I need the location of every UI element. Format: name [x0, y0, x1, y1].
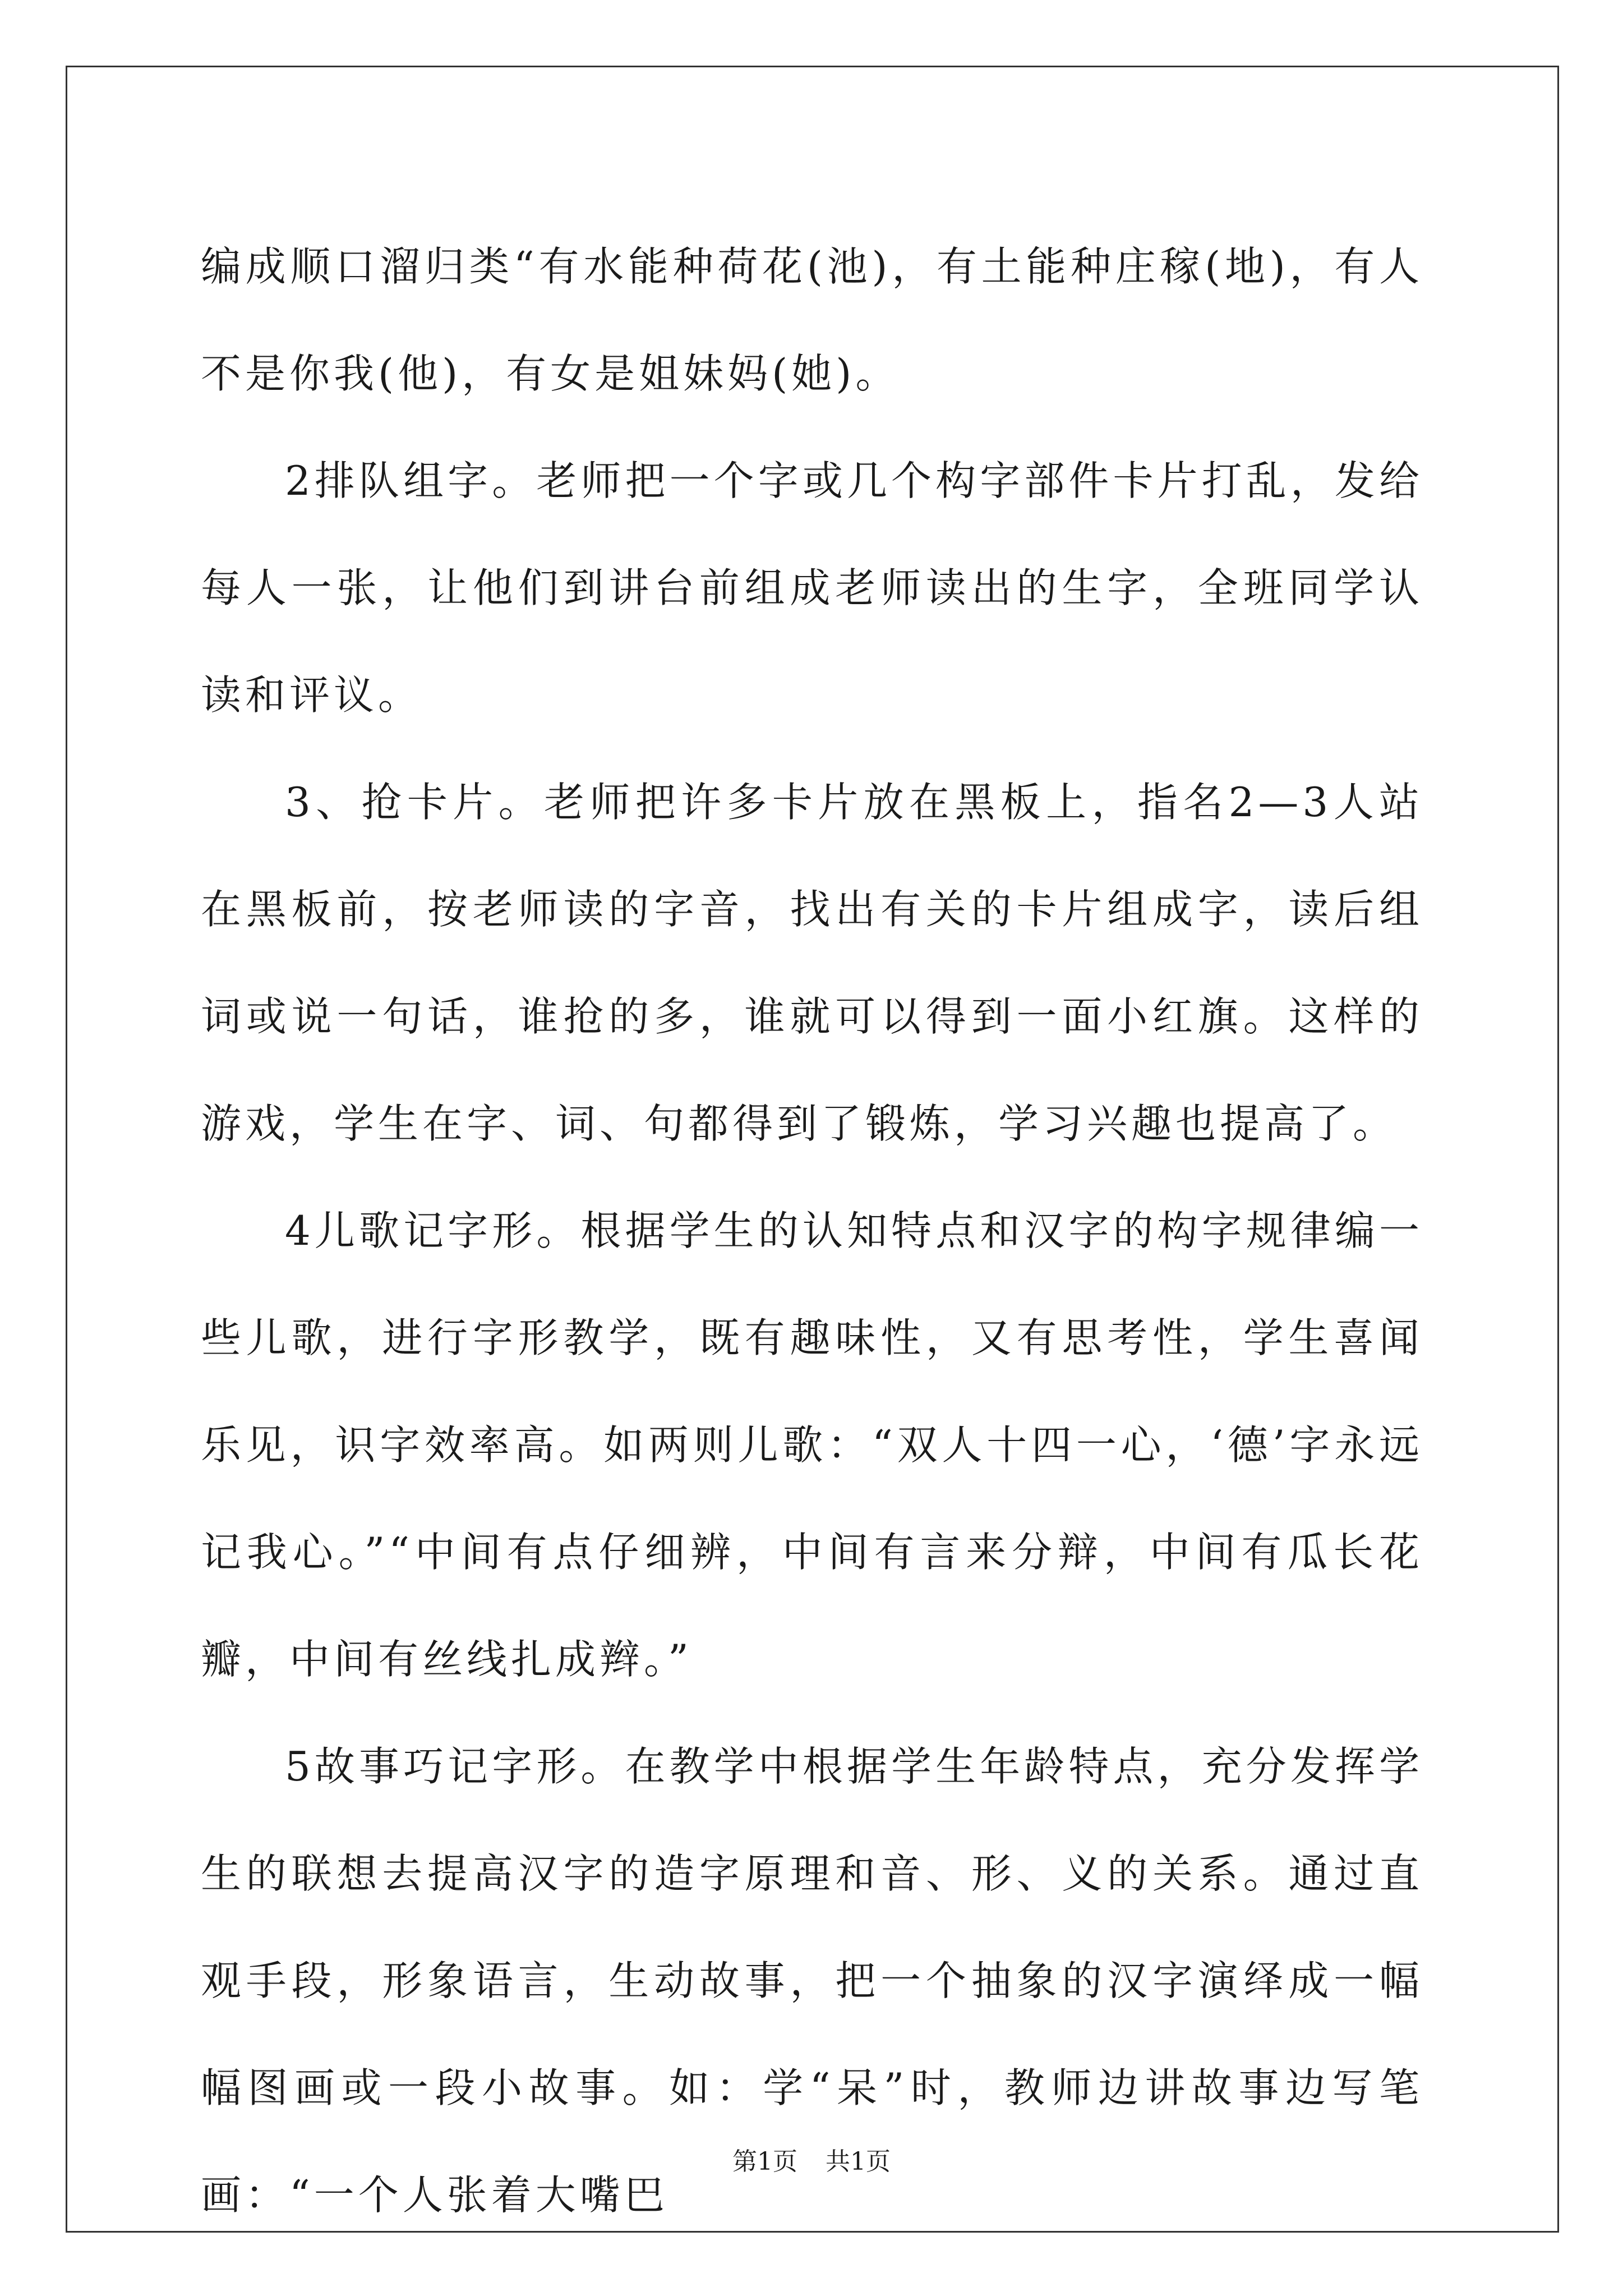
paragraph-1: 编成顺口溜归类“有水能种荷花(池)，有土能种庄稼(地)，有人不是你我(他)，有女是姐妹妈(她)。	[201, 243, 1423, 397]
paragraph-4: 4儿歌记字形。根据学生的认知特点和汉字的构字规律编一些儿歌，进行字形教学，既有趣味性，又有思考性，学生喜闻乐见，识字效率高。如两则儿歌：“双人十四一心，‘德’字永远记我心。”“中间有点仔细辨，中间有言来分辩，中间有瓜长花瓣，中间有丝线扎成辫。”	[201, 1207, 1423, 1683]
page-footer	[0, 2145, 1623, 2179]
document-body	[201, 213, 1423, 2249]
paragraph-3: 3、抢卡片。老师把许多卡片放在黑板上，指名2—3人站在黑板前，按老师读的字音，找出有关的卡片组成字，读后组词或说一句话，谁抢的多，谁就可以得到一面小红旗。这样的游戏，学生在字、词、句都得到了锻炼，学习兴趣也提高了。	[201, 779, 1423, 1147]
page-total: 共1页	[826, 2147, 891, 2176]
paragraph-2: 2排队组字。老师把一个字或几个构字部件卡片打乱，发给每人一张，让他们到讲台前组成老师读出的生字，全班同学认读和评议。	[201, 457, 1423, 719]
paragraph-5: 5故事巧记字形。在教学中根据学生年龄特点，充分发挥学生的联想去提高汉字的造字原理和音、形、义的关系。通过直观手段，形象语言，生动故事，把一个抽象的汉字演绎成一幅幅图画或一段小故事。如：学“呆”时，教师边讲故事边写笔画：“一个人张着大嘴巴	[201, 1743, 1423, 2219]
page-number: 第1页	[732, 2147, 797, 2176]
